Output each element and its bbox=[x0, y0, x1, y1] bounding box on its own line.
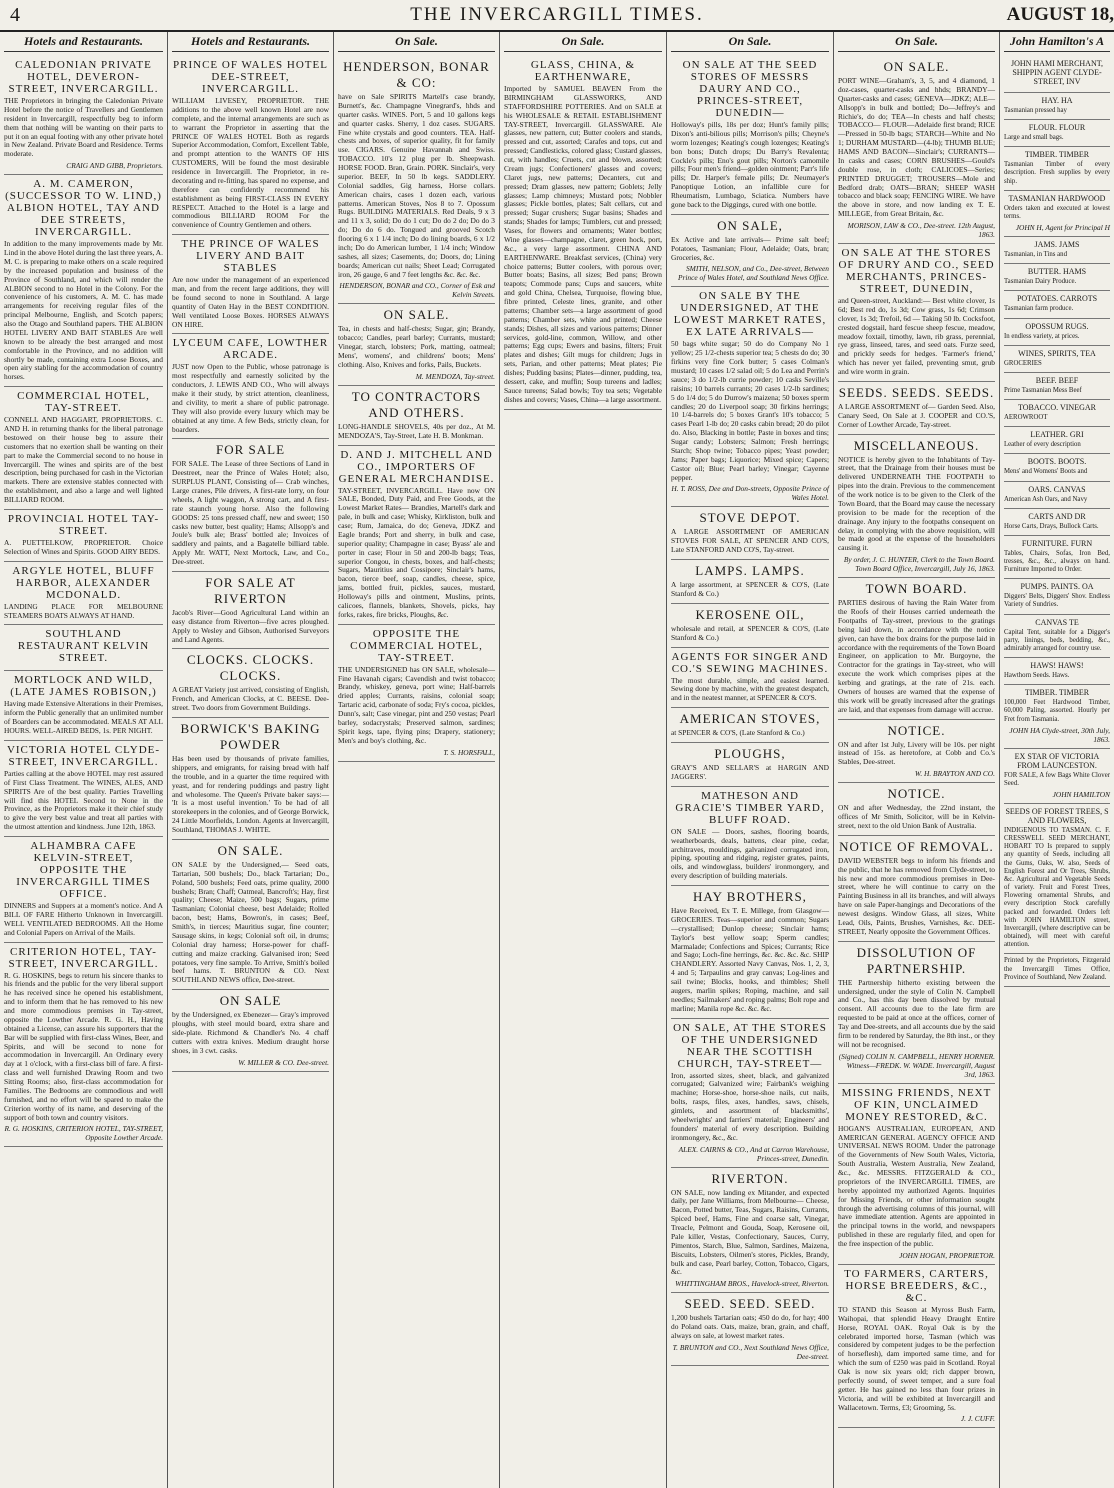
issue-date: AUGUST 18, bbox=[1006, 4, 1114, 25]
advertisement bbox=[4, 387, 163, 510]
ad-title: SEED. SEED. SEED. bbox=[684, 1296, 816, 1312]
advertisement bbox=[4, 175, 163, 387]
ad-title: TIMBER. TIMBER bbox=[1024, 688, 1090, 698]
ad-title: SEEDS OF FOREST TREES, S AND FLOWERS, bbox=[1005, 807, 1109, 825]
advertisement bbox=[338, 446, 495, 625]
advertisement bbox=[1004, 264, 1110, 291]
ad-title: GLASS, CHINA, & EARTHENWARE, bbox=[530, 59, 636, 83]
ad-body: In addition to the many improvements made by Mr. Lind in the above Hotel during the last three years, A. M. C. is preparing to make others on a scale required by the increased population and business of the Province of Southland, and which will render the ALBION second to no Hotel in the Colony. For the convenience of his customers, A. M. C. has made arrangements for receiving regular files of the principal Melbourne, English, and Scotch papers; also the Otago and Southland papers. THE ALBION HOTEL LIVERY AND BAIT STABLES Are well known to be already the best arranged and most comfortable in the Province, and no addition will shortly be made, containing extra Loose Boxes, and open airy stabling for the accommodation of country horses. bbox=[4, 239, 163, 382]
ad-body: Tasmanian, in Tins and bbox=[1004, 251, 1067, 259]
ad-body: A LARGE ASSORTMENT of— Garden Seed. Also, Canary Seed, On Sale at J. COOPER and CO.'S, Corner of Lowther Arcade, Tay-street. bbox=[838, 401, 995, 429]
advertisement bbox=[838, 244, 995, 382]
ad-body: 50 bags white sugar; 50 do do Company No 1 yellow; 25 1/2-chests superior tea; 5 chests do do; 30 firkins very fine Cork butter; 5 cases Colman's mustard; 10 cases 1/2 salad oil; 5 do Lea and Perrin's sauce; 3 do 1/2-lb currie powder; 10 casks Seville's raisins; 10 barrels currants; 20 cases 1/2-lb sardines; 5 do 1/4 do; 5 do Durrow's maizena; 50 boxes sperm candles; 20 do Liverpool soap; 30 firkins herrings; 10 1/4-barrels do; 5 boxes Grant's 10's tobacco; 5 cases Pearl 1-lb do; 20 casks cabin bread; 20 do pilot do. Also, Blacking in bottle; Paste in boxes and tins; Sugar candy; Lobsters; Salmon; Fresh herrings; Starch; Shop twine; Tobacco pipes; Yeast powder; Jams; Paper bags; Liquorice; Mixed spice; Capers; Castor oil; Blue; Pearl barley; Vinegar; Cayenne pepper. bbox=[671, 339, 829, 482]
ad-body: Prime Tasmanian Mess Beef bbox=[1004, 386, 1082, 394]
ad-body: THE Proprietors in bringing the Caledonian Private Hotel before the notice of Travellers and Gentlemen resident in Invercargill, respectfully beg to inform them that nothing will be wanting on their parts to put it on an equal footing with any other private hotel in New Zealand. Private Board and Residence. Terms moderate. bbox=[4, 96, 163, 159]
ad-body: Capital Tent, suitable for a Digger's party, linings, beds, bedding, &c., admirably arranged for country use. bbox=[1004, 628, 1110, 652]
ad-body: Holloway's pills, 18s per doz; Hunt's family pills; Dixon's anti-bilious pills; Morrison's pills; Cheyne's worm lozenges; Keating's cough lozenges; Keating's bon bons; Dutch drops; Du Barry's Revalenta; Cockle's pills; Eno's gout pills; Norton's camomile pills; Four men's friend—golden ointment; Parr's life pills; Dr. Harper's female pills; Dr. Neumayer's Panoptique Lotion, an infallible cure for Rheumatism, Lumbago, Sciatica. Numbers have gone back to the Diggings, cured with one bottle. bbox=[671, 120, 829, 209]
ad-body: R. G. HOSKINS, begs to return his sincere thanks to his friends and the public for the very liberal support he has received since he opened his establishment, and to inform them that he has removed to his new and more commodious premises in Tay-street, opposite the Lowther Arcade. R. G. H., Having obtained a License, can assure his supporters that the Bar will be supplied with first-class Wines, Beer, and Spirits, and will be second to none for accommodation in Invercargill. An Ordinary every day at 1 o'clock, with a first-class bill of fare. A first-class and well furnished Drawing Room and two Sitting Rooms; also, first-class accommodation for Families. The Bedrooms are commodious and well furnished, and no effort will be spared to make the Criterion worthy of its name, and deserving of the support of both town and country visitors. bbox=[4, 970, 163, 1122]
ad-title: PROVINCIAL HOTEL TAY-STREET. bbox=[7, 512, 160, 537]
ad-signature: H. T. ROSS, Dee and Don-streets, Opposite Prince of Wales Hotel. bbox=[671, 484, 829, 503]
ad-title: NOTICE OF REMOVAL. bbox=[839, 838, 994, 854]
ad-title: DISSOLUTION OF PARTNERSHIP. bbox=[856, 944, 977, 976]
ad-body: have on Sale SPIRITS Martell's case brandy, Burnett's, &c. Champagne Vinegrard's, hhds and quarter casks. WINES. Port, 5 and 10 gallons kegs and quarter casks. Sherry, 1 doz cases. SUGARS. Fine white crystals and good counters. TEA. Half-chests and boxes, of superior quality, fit for family use. CIGARS. Genuine Havannah and Swiss. TOBACCO. 10's 12 plug per lb. Sheepwash. HORSE FOOD. Bran, Grain. PORK. Sinclair's, very superior. BEEF, In 50 lb kegs. SADDLERY. Colonial saddles, Gig harness, Horse collars. American chairs, cases 1 dozen each, various patterns. American Stoves, Nos 8 to 7. Opossum Rugs. BUILDING MATERIALS. Red Deals, 9 x 3 and 11 x 3, solid; Do do 1 cut; Do do 2 do; Do do 3 do; Do do 6 do. Tongued and grooved Scotch flooring 6 x 1 1/4 inch; Do do lining boards, 6 x 1/2 inch; Do do American lumber, 1 1/4 inch; Window sashes, all sizes; Casements, do; Doors, do; Lining boards; American cut nails; Sheet Lead; Corrugated iron, 26 gauge, 6 and 7 feet lengths &c. &c. &c. bbox=[338, 92, 495, 279]
ad-body: A large assortment, at SPENCER & CO'S, (Late Stanford & Co.) bbox=[671, 580, 829, 598]
advertisement bbox=[1004, 147, 1110, 190]
ad-body: INDIGENOUS TO TASMAN. C. F. CRESSWELL SEED MERCHANT, HOBART TO Is prepared to supply any quantity of Seeds, including all the Gums, Oaks, W. also, Seeds of English Forest and Or Trees, Shrubs, &c. Agricultural and Vegetable Seeds of variety. Fruit and Forest Trees, Flowering ornamental Shrubs, and every description Stock carefully packed and forwarded. Orders left with JOHN HAMILTON street, Invercargill, (where descriptive can be obtained), will meet with careful attention. bbox=[1004, 827, 1110, 949]
ad-signature: HENDERSON, BONAR and CO., Corner of Esk and Kelvin Streets. bbox=[339, 281, 495, 300]
ad-title: KEROSENE OIL, bbox=[695, 606, 805, 622]
ad-body: and Queen-street, Auckland:— Best white clover, 1s 6d; Best red do, 1s 3d; Cow grass, 1s 6d; Crimson clover, 1s 3d; Trefoil, 6d — Taking 50 lb. Cocksfoot, crested dogstail, hard fescue sheep fescue, meadow, meadow foxtail, timothy, lawn, rib grass, perennial, rye grass, linseed, tares, and seed oats. Furze seed, and prickly seeds for hedges. 'Farmer's friend,' which has never yet failed, preventing smut, grub and wire worm in grain. bbox=[838, 296, 995, 376]
advertisement bbox=[838, 783, 995, 836]
ad-body: GROCERIES bbox=[1004, 359, 1042, 367]
ad-signature: JOHN HAMILTON bbox=[1052, 790, 1110, 799]
ad-title: SOUTHLAND RESTAURANT KELVIN STREET. bbox=[17, 628, 150, 665]
ad-title: JAMS. JAMS bbox=[1034, 240, 1080, 250]
advertisement bbox=[838, 435, 995, 579]
advertisement bbox=[1004, 658, 1110, 685]
ad-title: AMERICAN STOVES, bbox=[679, 711, 821, 727]
ad-body: Horse Carts, Drays, Bullock Carts. bbox=[1004, 522, 1099, 530]
page-columns bbox=[0, 32, 1114, 1488]
advertisement bbox=[172, 235, 329, 334]
ad-title: ALHAMBRA CAFE KELVIN-STREET, OPPOSITE THE INVERCARGILL TIMES OFFICE. bbox=[16, 840, 151, 900]
ad-title: HAY BROTHERS, bbox=[693, 889, 807, 904]
ad-title: BORWICK'S BAKING POWDER bbox=[180, 721, 321, 752]
advertisement bbox=[1004, 749, 1110, 804]
ad-title: FURNITURE. FURN bbox=[1021, 538, 1093, 548]
advertisement bbox=[838, 836, 995, 942]
ad-signature: JOHN HA Clyde-street, 30th July, 1863. bbox=[1009, 725, 1110, 744]
advertisement bbox=[172, 649, 329, 718]
advertisement bbox=[4, 837, 163, 943]
ad-body: Jacob's River—Good Agricultural Land within an easy distance from Riverton—five acres ploughed. Apply to Wesley and Gibson, Authorised Surveyors and Land Agents. bbox=[172, 607, 329, 644]
advertisement bbox=[671, 507, 829, 560]
ad-signature: JOHN H, Agent for Principal H bbox=[1015, 223, 1110, 233]
ad-body: Leather of every description bbox=[1004, 441, 1081, 449]
advertisement bbox=[1004, 427, 1110, 454]
ad-body: The most durable, simple, and easiest learned. Sewing done by machine, with the greatest despatch, and in the neatest manner, at SPENCER & CO'S. bbox=[671, 675, 829, 703]
ad-signature: T. S. HORSFALL, bbox=[443, 747, 495, 757]
ad-body: HOGAN'S AUSTRALIAN, EUROPEAN, AND AMERICAN GENERAL AGENCY OFFICE AND UNIVERSAL NEWS ROOM. Under the patronage of the Governments of New South Wales, Victoria, South Australia, Western Australia, New Zealand, &c., &c. MESSRS. FITZGERALD & CO., proprietors of the INVERCARGILL TIMES, are hereby appointed my authorized Agents. Inquiries for Missing Friends, or other information sought through the advertising columns of this journal, will have immediate attention. Agents are appointed in the principal towns in the world, and newspapers published in these are regularly filed, and open for the free inspection of the public. bbox=[838, 1123, 995, 1248]
ad-signature: JOHN HOGAN, PROPRIETOR. bbox=[899, 1250, 995, 1260]
ad-title: MATHESON AND GRACIE'S TIMBER YARD, BLUFF ROAD. bbox=[675, 789, 825, 826]
ad-title: JOHN HAMI MERCHANT, SHIPPIN AGENT CLYDE-STREET, INV bbox=[1010, 59, 1104, 86]
ad-signature: J. J. CUFF. bbox=[960, 1414, 995, 1424]
column-heading: On Sale. bbox=[338, 34, 495, 52]
ad-title: STOVE DEPOT. bbox=[699, 510, 801, 526]
advertisement bbox=[671, 604, 829, 648]
column-heading: Hotels and Restaurants. bbox=[4, 34, 163, 52]
ad-title: MORTLOCK AND WILD, (LATE JAMES ROBISON,) bbox=[10, 674, 157, 699]
ad-signature: CRAIG AND GIBB, Proprietors. bbox=[66, 161, 163, 171]
advertisement bbox=[1004, 454, 1110, 481]
ad-title: COMMERCIAL HOTEL, TAY-STREET. bbox=[17, 390, 150, 415]
ad-signature: MORISON, LAW & CO., Dee-street. 12th August, 1863. bbox=[847, 221, 995, 239]
ad-signature: M. MENDOZA, Tay-street. bbox=[415, 371, 495, 381]
advertisement bbox=[671, 648, 829, 709]
ad-body: PARTIES desirous of having the Rain Water from the Roofs of their Houses carried underneath the Footpaths of Tay-street, previous to the gratings being laid down, in accordance with the notice given, can have the box drains for the purpose laid in accordance with the requirements of the Town Board Engineer, on application to Mr. Burgoyne, the Contractor for the gratings in Tay-street, who will execute the work which comprises pipes at the kerbing and gratings, at the rate of 21s. each. Owners of houses are warned that the expense of this work will be greatly increased after the gratings are laid, and that expenses from damage will accrue. bbox=[838, 598, 996, 714]
ad-body: DAVID WEBSTER begs to inform his friends and the public, that he has removed from Clyde-street, to his new and more commodious premises in Dee-street, where he will continue to carry on the Painting Business in all its branches, and will always have on sale Paper-hangings and Decorations of the newest designs. Window Glass, all sizes, White Lead, Oils, Paints, Brushes, Varnishes, &c. DEE-STREET, Nearly opposite the Government Offices. bbox=[838, 855, 995, 936]
ad-title: AGENTS FOR SINGER AND CO.'S SEWING MACHINES. bbox=[671, 650, 829, 675]
advertisement bbox=[1004, 536, 1110, 579]
advertisement bbox=[4, 741, 163, 837]
ad-body: AEROWROOT bbox=[1004, 414, 1048, 422]
column-4 bbox=[500, 32, 667, 1488]
ad-title: POTATOES. CARROTS bbox=[1016, 294, 1098, 304]
ad-title: CANVAS TE bbox=[1035, 617, 1079, 627]
column-1 bbox=[0, 32, 168, 1488]
advertisement bbox=[4, 671, 163, 741]
ad-title: ON SALE. bbox=[217, 842, 284, 858]
advertisement bbox=[671, 787, 829, 886]
advertisement bbox=[1004, 56, 1110, 93]
ad-title: LEATHER. GRI bbox=[1030, 430, 1084, 440]
ad-body: Large and small bags. bbox=[1004, 134, 1064, 142]
ad-body: 100,000 Feet Hardwood Timber, 60,000 Paling, assorted. Hourly per Fret from Tasmania. bbox=[1004, 699, 1110, 723]
advertisement bbox=[338, 56, 495, 304]
advertisement bbox=[338, 625, 495, 762]
ad-title: MISSING FRIENDS, NEXT OF KIN, UNCLAIMED MONEY RESTORED, &C. bbox=[841, 1086, 992, 1123]
ad-title: BUTTER. HAMS bbox=[1027, 267, 1087, 277]
page-number: 4 bbox=[10, 4, 20, 26]
ad-title: CRITERION HOTEL, TAY-STREET, INVERCARGILL. bbox=[8, 945, 159, 970]
advertisement bbox=[838, 1084, 995, 1265]
advertisement bbox=[671, 1019, 829, 1168]
advertisement bbox=[671, 56, 829, 215]
ad-body: Printed by the Proprietors, Fitzgerald the Invercargill Times Office, Province of Southland, New Zealand. bbox=[1004, 957, 1110, 981]
ad-title: HAY. HA bbox=[1041, 96, 1073, 105]
ad-title: OARS. CANVAS bbox=[1028, 484, 1086, 494]
ad-title: ON SALE, bbox=[717, 217, 783, 233]
newspaper-title: THE INVERCARGILL TIMES. bbox=[410, 4, 704, 25]
ad-title: HAWS! HAWS! bbox=[1030, 661, 1084, 671]
ad-body: ON and after 1st July, Livery will be 10s. per night instead of 15s. as heretofore, at Cobb and Co.'s Stables, Dee-street. bbox=[838, 739, 995, 767]
ad-title: NOTICE. bbox=[887, 722, 946, 738]
ad-body: American Ash Oars, and Navy bbox=[1004, 495, 1088, 503]
advertisement bbox=[838, 720, 995, 784]
column-heading: On Sale. bbox=[504, 34, 662, 52]
advertisement bbox=[1004, 509, 1110, 536]
advertisement bbox=[4, 625, 163, 671]
ad-body: A LARGE ASSORTMENT OF AMERICAN STOVES FOR SALE, AT SPENCER AND CO'S, Late STANFORD AND CO'S, Tay-street. bbox=[671, 527, 829, 555]
ad-title: RIVERTON. bbox=[711, 1170, 789, 1186]
ad-title: D. AND J. MITCHELL AND CO., IMPORTERS OF GENERAL MERCHANDISE. bbox=[338, 448, 495, 485]
ad-signature: (Signed) COLIN N. CAMPBELL, HENRY HORNER. Witness—FREDK. W. WADE. Invercargill, August 3rd, 1863. bbox=[838, 1051, 995, 1079]
advertisement bbox=[1004, 346, 1110, 373]
ad-title: ARGYLE HOTEL, BLUFF HARBOR, ALEXANDER MCDONALD. bbox=[12, 564, 155, 601]
ad-body: Tasmanian farm produce. bbox=[1004, 305, 1074, 313]
ad-title: ON SALE AT THE STORES OF DRURY AND CO., SEED MERCHANTS, PRINCES-STREET, DUNEDIN, bbox=[838, 247, 995, 295]
ad-title: TOWN BOARD. bbox=[865, 581, 968, 597]
ad-body: by the Undersigned, ex Ebenezer— Gray's improved ploughs, with steel mould board, extra share and side-plate. Richmond & Chandler's No. 4 chaff cutters with extra knives. Medium draught horse shoes, in 3 cwt. casks. bbox=[172, 1010, 329, 1055]
ad-title: VICTORIA HOTEL CLYDE-STREET, INVERCARGILL. bbox=[6, 743, 161, 768]
column-heading: On Sale. bbox=[671, 34, 829, 52]
ad-body: GRAY'S AND SELLAR'S at HARGIN AND JAGGERS'. bbox=[671, 763, 829, 781]
advertisement bbox=[172, 334, 329, 439]
ad-signature: W. MILLER & CO. Dee-street. bbox=[238, 1057, 329, 1067]
ad-title: CLOCKS. CLOCKS. CLOCKS. bbox=[186, 652, 315, 684]
ad-body: Diggers' Belts, Diggers' Shov. Endless Variety of Sundries. bbox=[1004, 593, 1110, 609]
ad-title: TO CONTRACTORS AND OTHERS. bbox=[351, 388, 482, 420]
ad-body: NOTICE is hereby given to the Inhabitants of Tay-street, that the Drainage from their houses must be delivered UNDERNEATH THE FOOTPATH to pipes into the drain. Previous to the commencement of the work notice is to be given to the Clerk of the Town Board, that the Board may cause the necessary provision to be made for the reception of the drainage. Any injury to the footpaths consequent on delay, in complying with the above requisition, will be made good at the expense of the householders causing it. bbox=[838, 454, 995, 553]
advertisement bbox=[838, 1265, 995, 1429]
ad-body: Having made Extensive Alterations in their Premises, inform the Public generally that an unlimited number of Boarders can be accommodated. MEALS AT ALL HOURS. WELL-AIRED BEDS, 1s. PER NIGHT. bbox=[4, 699, 163, 735]
advertisement bbox=[671, 708, 829, 743]
advertisement bbox=[4, 510, 163, 562]
ad-title: FLOUR. FLOUR bbox=[1028, 123, 1086, 133]
ad-body: Hawthorn Seeds. Haws. bbox=[1004, 672, 1070, 680]
ad-body: Tasmanian pressed hay bbox=[1004, 107, 1067, 114]
ad-body: TAY-STREET, INVERCARGILL. Have now ON SALE, Bonded, Duty Paid, and Free Goods, at the Lowest Market Rates— Brandies, Martell's dark and pale, in bulk and case; Whisky, Kirkliston, bulk and case; Rum, Jamaica, do do; Geneva, JDKZ and Eagle brands; Port and sherry, in bulk and case, superior quality; Champagne in case; Byass' ale and porter in case; Flour in 50 and 200-lb bags; Teas, superior Congou, in chests, boxes, and half-chests; Sugars, Mauritius and Cossipore; Sinclair's hams, bacon, tierce beef, soap, candles, cheese, spice, jams, bottled fruit, pickles, sauces, mustard, Holloway's pills and ointment, Muslins, prints, calicoes, flannels, blankets, Shovels, picks, hay forks, rakes, fire bricks, Ploughs, &c. bbox=[338, 485, 495, 619]
advertisement bbox=[1004, 482, 1110, 509]
ad-title: BEEF. BEEF bbox=[1035, 375, 1079, 385]
advertisement bbox=[172, 840, 329, 990]
ad-body: Tasmanian Timber of every description. Fresh supplies by every ship. bbox=[1004, 161, 1110, 185]
advertisement bbox=[1004, 291, 1110, 318]
column-2 bbox=[168, 32, 334, 1488]
advertisement bbox=[671, 215, 829, 288]
ad-body: ON SALE — Doors, sashes, flooring boards, weatherboards, deals, battens, clear pine, cedar, architraves, mouldings, galvanized corrugated iron, piping, spouting and ridging, register grates, paints, oils, and windowglass, builders' ironmongery, and every description of building materials. bbox=[671, 826, 829, 881]
column-5 bbox=[667, 32, 834, 1488]
advertisement bbox=[1004, 954, 1110, 986]
ad-title: LAMPS. LAMPS. bbox=[695, 563, 805, 578]
ad-signature: R. G. HOSKINS, CRITERION HOTEL, TAY-STREET, Opposite Lowther Arcade. bbox=[4, 1124, 163, 1143]
ad-body: Ex Active and late arrivals— Prime salt beef; Potatoes, Tasmanian; Flour, Adelaide; Oats, bran; Groceries, &c. bbox=[671, 234, 829, 262]
ad-title: LYCEUM CAFE, LOWTHER ARCADE. bbox=[172, 337, 329, 362]
ad-title: TOBACCO. VINEGAR bbox=[1018, 403, 1096, 413]
ad-signature: By order, J. C. HUNTER, Clerk to the Town Board. Town Board Office, Invercargill, July 16, 1863. bbox=[843, 555, 995, 574]
ad-body: at SPENCER & CO'S, (Late Stanford & Co.) bbox=[671, 728, 805, 738]
ad-body: FOR SALE, A few Bags White Clover Seed. bbox=[1004, 771, 1110, 787]
ad-body: Has been used by thousands of private families, shippers, and emigrants, for raising bread with half the trouble, and in a quarter the time required with yeast, and for rendering puddings and pastry light and wholesome. The Queen's Private baker says:— 'It is a most useful invention.' To be had of all storekeepers in the colonies, and of George Borwick, 24 Little Moorfields, London. Agents at Invercargill, Southland, THOMAS J. WHITE. bbox=[172, 754, 329, 834]
advertisement bbox=[172, 439, 329, 572]
ad-title: SEEDS. SEEDS. SEEDS. bbox=[838, 384, 995, 400]
advertisement bbox=[4, 943, 163, 1148]
ad-title: PLOUGHS, bbox=[714, 746, 786, 761]
ad-body: LONG-HANDLE SHOVELS, 40s per doz., At M. MENDOZA'S, Tay-Street, Late H. B. Monkman. bbox=[338, 421, 495, 440]
ad-title: NOTICE. bbox=[887, 786, 946, 802]
ad-body: A GREAT Variety just arrived, consisting of English, French, and American Clocks, at C. BEESE. Dee-street. Two doors from Government Buildings. bbox=[172, 685, 329, 713]
column-3 bbox=[334, 32, 500, 1488]
ad-body: THE Partnership hitherto existing between the undersigned, under the style of Colin N. Campbell and Co., has this day been dissolved by mutual consent. All accounts due to the late firm are requested to be paid at once at the offices, corner of Tay and Dee-streets, and all accounts due by the said firm to be rendered by Saturday, the 8th inst., or they will not be recognised. bbox=[838, 977, 995, 1049]
ad-signature: WHITTINGHAM BROS., Havelock-street, Riverton. bbox=[675, 1279, 829, 1289]
ad-body: wholesale and retail, at SPENCER & CO'S, (Late Stanford & Co.) bbox=[671, 623, 829, 642]
ad-body: 1,200 bushels Tartarian oats; 450 do do, for hay; 400 do Poland oats. Oats, maize, bran, grain, and chaff, always on sale, at lowest market rates. bbox=[671, 1313, 829, 1340]
ad-body: FOR SALE. The Lease of three Sections of Land in Deestreet, near the Prince of Wales Hotel; also, SURPLUS PLANT, Consisting of— Crab winches, Large cranes, Pile drivers, A first-rate lorry, on four wheels, A light waggon, A strong cart, and A first-rate staunch young horse. Also the following GOODS: 25 tons pressed chaff, new and sweet; 150 casks new butter, best quality; Hams; Allsopp's and Joule's bulk ale; Brass' bottled ale; Invoices of saddlery and paints, and a Bagatelle billiard table. Apply Mr. WATT, Next Mortock, Law, and Co., Dee-street. bbox=[172, 459, 329, 566]
ad-body: Tables, Chairs, Sofas, Iron Bed, tresses, &c., &c., always on hand. Furniture Imported to Order. bbox=[1004, 549, 1110, 574]
advertisement bbox=[838, 56, 995, 244]
advertisement bbox=[671, 560, 829, 604]
ad-body: PORT WINE—Graham's, 3, 5, and 4 diamond, 1 doz-cases, quarter-casks and hhds; BRANDY—Quarter-casks and cases; GENEVA—JDKZ; ALE—Allsopp's in bulk and bottled; Do—Jeffrey's and Richie's, do do; TEA—In chests and half chests; TOBACCO— FLOUR—Adelaide first brand; RICE—Pressed in 50-lb bags; STARCH—White and No 1; DURHAM MUSTARD—(4-lb); THUMB BLUE; HAMS AND BACON—Sinclair's; CURRANTS—In casks and cases; CORN BRUSHES—Gould's double rose, in cloth; CALICOES—Series; PRINTED DRUGGET; TROUSERS—Mole and Bedford drab; OATS—BRAN; SHEEP WASH tobacco and black soap; FENCING WIRE. We have the above in store, and now landing ex T. E. MILLEGE, from Great Britain, &c. bbox=[838, 76, 995, 219]
ad-body: ON SALE by the Undersigned,— Seed oats, Tartarian, 500 bushels; Do., black Tartarian; Do., Poland, 500 bushels; Feed oats, prime quality, 2000 bushels; Bran; Chaff; Oatmeal, Bancroft's; Hay, first quality; Cheese; Maize, 500 bags; Sugars, prime Tasmanian; Colonial cheese, best Adelaide; Rolled bacon, best; Hams, Bowron's, in cases; Beef, Smith's, in tierces; Mauritius sugar, fine counter; Sausage skins, in kegs; Colonial soft oil, in drums; Colonial dray harness; Horse-power for chaff-cutting and maize cracking. Galvanised iron; Seed potatoes, very fine sample. To Arrive, Smith's boiled beef hams. T. BRUNTON & CO. Next SOUTHLAND NEWS office, Dee-street. bbox=[172, 859, 329, 985]
ad-body: Iron, assorted sizes, sheet, black, and galvanized corrugated; Galvanized wire; Fairbank's weighing machine; Horse-shoe, horse-shoe nails, cut nails, bolts, rasps, files, axes, handles, saws, chisels, gimlets, and assortment of blacksmiths', wheelwrights' and farriers' material; Engineers' and founders' material of every description. Building ironmongery, &c., &c. bbox=[671, 1070, 829, 1142]
ad-title: OPPOSITE THE COMMERCIAL HOTEL, TAY-STREET. bbox=[350, 627, 483, 664]
advertisement bbox=[172, 572, 329, 650]
advertisement bbox=[338, 386, 495, 446]
advertisement bbox=[172, 990, 329, 1071]
ad-title: PRINCE OF WALES HOTEL DEE-STREET, INVERCARGILL. bbox=[173, 59, 328, 95]
ad-signature: T. BRUNTON and CO., Next Southland News Office, Dee-street. bbox=[672, 1342, 829, 1361]
ad-title: BOOTS. BOOTS. bbox=[1027, 457, 1087, 467]
ad-body: ON SALE, now landing ex Mitander, and expected daily, per Jane Williams, from Melbourne— Cheese, Bacon, Potted butter, Teas, Sugars, Raisins, Currants, Spiced beef, Hams, Fine and coarse salt, Vinegar, Treacle, Pelmont and Gouda, Soap, Kerosene oil, Pale killer, Vestas, Confectionary, Sauces, Curry, Pimentos, Starch, Blue, Salmon, Sardines, Maizena, Biscuits, Lobsters, Oilmen's stores, Pickles, Brandy, bulk and case, Pearl barley, Cotton, Tobacco, Cigars, &c. bbox=[671, 1187, 829, 1277]
ad-title: A. M. CAMERON, (SUCCESSOR TO W. LIND,) ALBION HOTEL, TAY AND DEE STREETS, INVERCARGILL. bbox=[5, 178, 162, 239]
column-heading: On Sale. bbox=[838, 34, 995, 52]
ad-title: PUMPS. PAINTS. OA bbox=[1020, 582, 1094, 592]
ad-title: FOR SALE AT RIVERTON bbox=[205, 574, 296, 606]
ad-body: Orders taken and executed at lowest terms. bbox=[1004, 204, 1110, 220]
ad-body: A. PUETTELKOW, PROPRIETOR. Choice Selection of Wines and Spirits. GOOD AIRY BEDS. bbox=[4, 537, 163, 556]
advertisement bbox=[671, 287, 829, 507]
ad-title: ON SALE. bbox=[883, 59, 950, 74]
advertisement bbox=[1004, 400, 1110, 427]
column-6 bbox=[834, 32, 1000, 1488]
ad-body: Mens' and Womens' Boots and bbox=[1004, 468, 1088, 476]
ad-title: WINES, SPIRITS, TEA bbox=[1018, 348, 1096, 358]
ad-title: EX STAR OF VICTORIA FROM LAUNCESTON. bbox=[1014, 751, 1100, 770]
advertisement bbox=[1004, 319, 1110, 346]
ad-title: TIMBER. TIMBER bbox=[1024, 150, 1090, 160]
ad-signature: SMITH, NELSON, and Co., Dee-street, Between Prince of Wales Hotel, and Southland News Office. bbox=[677, 264, 829, 283]
ad-body: CONNELL AND HAGGART, PROPRIETORS. C. AND H. in returning thanks for the liberal patronage bestowed on their house beg to assure their customers that no exertion shall be wanting on their part to make the Commercial second to no house in Invercargill. The wines and spirits are of the best description, being purchased for cash in the Victorian markets. There are extensive stables connected with the establishment, and also a large and well lighted BILLIARD ROOM. bbox=[4, 415, 163, 504]
advertisement bbox=[504, 56, 662, 410]
advertisement bbox=[838, 942, 995, 1084]
advertisement bbox=[838, 382, 995, 435]
column-heading: Hotels and Restaurants. bbox=[172, 34, 329, 52]
advertisement bbox=[4, 56, 163, 175]
advertisement bbox=[1004, 120, 1110, 147]
ad-body: JUST now Open to the Public, whose patronage is most respectfully and earnestly solicited by the conductors, J. LEWIS AND CO., Who will always make it their study, by strict attention, cleanliness, and civility, to merit a share of public patronage. They will also provide every luxury which may be obtained at any time. A few Beds, strictly clean, for boarders. bbox=[172, 362, 329, 434]
advertisement bbox=[671, 743, 829, 787]
advertisement bbox=[172, 718, 329, 840]
ad-body: THE UNDERSIGNED has ON SALE, wholesale— Fine Havanah cigars; Cavendish and twist tobacco; Brandy, whiskey, geneva, port wine; Half-barrels dried apples; Currants, raisins, colonial soap; Tartaric acid, carbonate of soda; Fry's cocoa, pickles, Dunn's, salt; Case vinegar, pint and 250 vestas; Pearl barley, sodacrystals; Preserved salmon, sardines; Spirit kegs, tape, flying pins; Drapery, stationery; Men's and boy's clothing, &c. bbox=[338, 664, 495, 745]
advertisement bbox=[838, 578, 995, 719]
ad-title: OPOSSUM RUGS. bbox=[1025, 321, 1089, 331]
ad-title: CARTS AND DR bbox=[1028, 511, 1086, 521]
ad-title: TASMANIAN HARDWOOD bbox=[1008, 193, 1106, 203]
ad-title: ON SALE, AT THE STORES OF THE UNDERSIGNED NEAR THE SCOTTISH CHURCH, TAY-STREET— bbox=[673, 1021, 827, 1070]
ad-body: Parties calling at the above HOTEL may rest assured of First Class Treatment. The WINES, ALES, AND SPIRITS Are of the best quality. Parties Travelling will find this HOTEL Second to None in the Province, as the Proprietors make it their chief study to give the very best value and treat all parties with the utmost attention and kindness. June 12th, 1863. bbox=[4, 768, 163, 832]
ad-body: WILLIAM LIVESEY, PROPRIETOR. THE additions to the above well known Hotel are now complete, and the internal arrangements are such as to warrant the Proprietor in asserting that the PRINCE OF WALES HOTEL Both as regards Superior Accommodation, Comfort, Excellent Table, and prompt attention to the WANTS OF HIS CUSTOMERS, Will be found the most desirable residence in Invercargill. The Proprietor, in re-decorating and re-fitting, has spared no expense, and therefore can confidently recommend his establishment as being FIRST-CLASS IN EVERY RESPECT. Attached to the Hotel is a large and commodious BILLIARD ROOM For the convenience of Country Gentlemen and others. bbox=[172, 96, 329, 230]
ad-signature: ALEX. CAIRNS & CO., And at Carron Warehouse, Princes-street, Dunedin. bbox=[678, 1144, 829, 1163]
ad-title: ON SALE BY THE UNDERSIGNED, AT THE LOWEST MARKET RATES, EX LATE ARRIVALS— bbox=[673, 290, 827, 339]
ad-title: THE PRINCE OF WALES LIVERY AND BAIT STABLES bbox=[181, 238, 320, 275]
ad-body: ON and after Wednesday, the 22nd instant, the offices of Mr Smith, Solicitor, will be in Kelvin-street, next to the old Union Bank of Australia. bbox=[838, 803, 995, 830]
advertisement bbox=[1004, 237, 1110, 264]
advertisement bbox=[671, 886, 829, 1019]
advertisement bbox=[1004, 615, 1110, 658]
advertisement bbox=[671, 1168, 829, 1294]
column-heading: John Hamilton's A bbox=[1004, 34, 1110, 52]
ad-title: FOR SALE bbox=[215, 442, 286, 458]
ad-body: LANDING PLACE FOR MELBOURNE STEAMERS BOATS ALWAYS AT HAND. bbox=[4, 601, 163, 620]
advertisement bbox=[4, 562, 163, 626]
ad-title: ON SALE AT THE SEED STORES OF MESSRS DAURY AND CO., PRINCES-STREET, DUNEDIN— bbox=[682, 59, 818, 119]
advertisement bbox=[172, 56, 329, 235]
ad-title: CALEDONIAN PRIVATE HOTEL, DEVERON-STREET, INVERCARGILL. bbox=[8, 59, 159, 95]
ad-title: ON SALE bbox=[219, 993, 282, 1009]
advertisement bbox=[1004, 685, 1110, 748]
ad-body: In endless variety, at prices. bbox=[1004, 332, 1080, 340]
advertisement bbox=[1004, 93, 1110, 120]
advertisement bbox=[338, 304, 495, 385]
ad-title: MISCELLANEOUS. bbox=[853, 437, 980, 453]
ad-title: TO FARMERS, CARTERS, HORSE BREEDERS, &C., &C. bbox=[844, 1267, 989, 1304]
advertisement bbox=[1004, 373, 1110, 400]
ad-body: Tea, in chests and half-chests; Sugar, gin; Brandy, tobacco; Candles, pearl barley; Currants, mustard; Vinegar, starch, lobsters; Pork, matting, oatmeal; Mens', womens', and childrens' boots; Mens' clothing. Also, Knives and forks, Pails, Buckets. bbox=[338, 324, 495, 369]
ad-body: Imported by SAMUEL BEAVEN From the BIRMINGHAM GLASSWORKS, AND STAFFORDSHIRE POTTERIES. And on SALE at his WHOLESALE & RETAIL ESTABLISHMENT TAY-STREET, Invercargill. GLASSWARE. Ale glasses, new pattern, cut; Butter coolers and stands, pressed and cut, assorted; Carafes and tops, cut and pressed; Candlesticks, colored glass; Custard glasses, cut, with handles; Cruets, cut and blown, assorted; Cream jugs; Confectioners' glasses and covers; Claret jugs, new patterns; Decanters, cut and pressed; Dram glasses, new pattern; Goblets; Jelly glasses; Lamp chimneys; Mustard pots; Nobbler glasses; Pickle bottles, plates; Salt cellars, cut and pressed; Sugar crushers; Sugar basins; Shades and stands; Shades for lamps; Tumblers, cut and pressed; Vases, for flowers and ornaments; Water bottles; Wine glasses—champagne, claret, green hock, port, &c., a very large assortment. CHINA AND EARTHENWARE. Breakfast services, (China) very choice patterns; Butter coolers, with porous over; Butter boats; Basins, all sizes; Bed pans; Brown teapots; Commode pans; Cups and saucers, white and gold China, Chelsea, Turquoise, flowing blue, fibre printed, Celeste lines, granite, and other patterns; Chamber sets—a large assortment of good patterns; Chamber sets, white and printed; Cheese stands; Dishes, all sizes and various patterns; Dinner services, gold-line, common, Willow, and other patterns; Egg cups; Ewers and basins, filters; Fruit plates and dishes; Gilt mugs for children; Jugs in sets, Parian, and other patterns; Meat plates; Pie dishes; Pudding basins; Plates—dinner, pudding, tea, dessert, cake, and muffin; Soup tureens and ladles; Sauce tureens; Salad bowls; Toy tea sets; Vegetable dishes and covers; Vases, China—a large assortment. bbox=[504, 84, 662, 404]
ad-body: DINNERS and Suppers at a moment's notice. And A BILL OF FARE Hitherto Unknown in Invercargill. WELL VENTILATED BEDROOMS. All the Home and Colonial Papers on Arrival of the Mails. bbox=[4, 901, 163, 937]
masthead bbox=[0, 0, 1114, 32]
ad-title: HENDERSON, BONAR & CO: bbox=[343, 59, 490, 90]
advertisement bbox=[671, 1293, 829, 1366]
column-7 bbox=[1000, 32, 1114, 1488]
ad-body: TO STAND this Season at Myross Bush Farm, Waihopai, that splendid Heavy Draught Entire Horse, ROYAL OAK. Royal Oak is by the celebrated imported horse, Tasman (which was considered by competent judges to be the perfection of horseflesh), dam imported same time, and for which the sum of £250 was paid in Scotland. Royal Oak is now six years old; rich dapper brown, perfectly sound, of sweet temper, and a sure foal getter. He has gained no less than four prizes in Victoria, and will be exhibited at Invercargill and Wallacetown. Terms, £3; Grooming, 5s. bbox=[838, 1304, 995, 1412]
advertisement bbox=[1004, 191, 1110, 237]
ad-signature: W. H. BRAYTON AND CO. bbox=[914, 769, 995, 779]
ad-body: Are now under the management of an experienced man, and from the recent large additions, they will be found second to none in Southland. A large quantity of Oaten Hay in the BEST CONDITION. Well ventilated Loose Boxes. HORSES ALWAYS ON HIRE. bbox=[172, 275, 329, 329]
ad-body: Tasmanian Dairy Produce. bbox=[1004, 278, 1077, 286]
ad-body: Have Received, Ex T. E. Millege, from Glasgow— GROCERIES. Teas—superior and common; Sugars—crystallised; Dunlop cheese; Sinclair hams; Taylor's best yellow soap; Sperm candles; Marmalade; Confections and Spices; Currants; Rice and Sago; Loch-fine herrings, &c. &c. &c. &c. SHIP CHANDLERY. Assorted Navy Canvas, Nos. 1, 2, 3, 4 and 5; Tarpaulins and gray canvas; Log-lines and sail twine; Blocks, hooks, and thimbles; Shell augers, marlin spikes; Roping, machine, and sail needles; Sailmakers' and roping palms; Bolt rope and marline; Manila rope &c. &c. &c. bbox=[671, 906, 829, 1013]
advertisement bbox=[1004, 579, 1110, 614]
advertisement bbox=[1004, 804, 1110, 954]
ad-title: ON SALE. bbox=[383, 307, 450, 323]
